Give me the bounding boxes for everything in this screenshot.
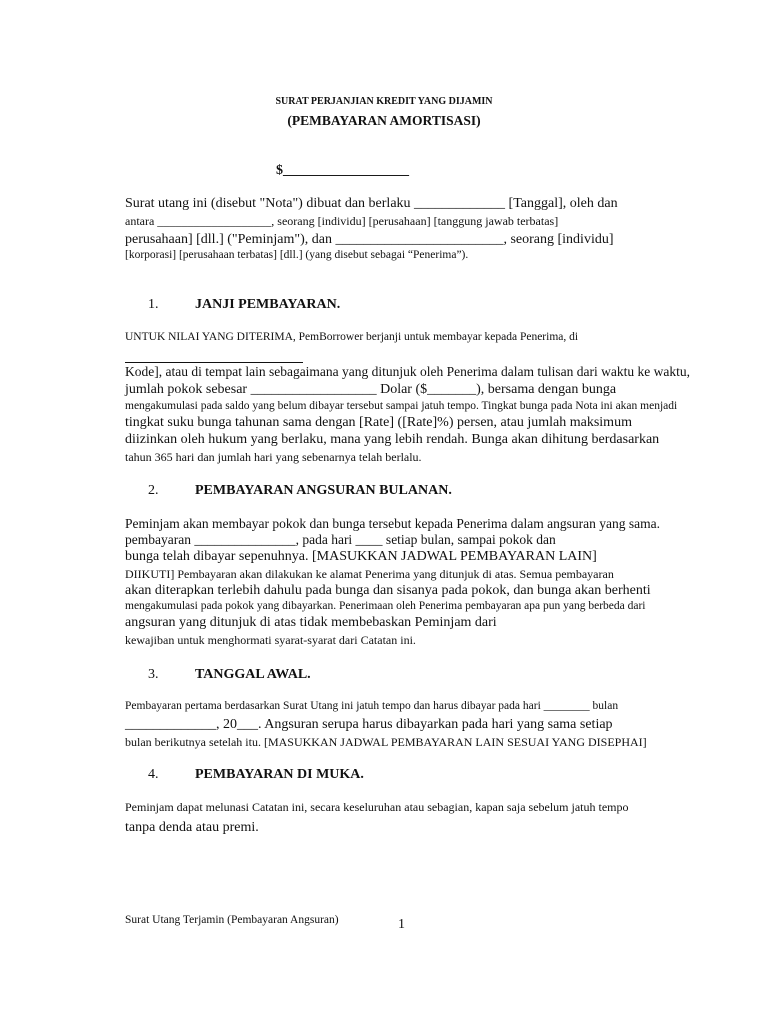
blank-rule: [125, 362, 303, 363]
section-line: pembayaran _______________, pada hari ____ setiap bulan, sampai pokok dan: [125, 532, 556, 547]
section-line: akan diterapkan terlebih dahulu pada bunga dan sisanya pada pokok, dan bunga akan berhenti: [125, 583, 651, 598]
intro-line: antara ___________________, seorang [individu] [perusahaan] [tanggung jawab terbatas]: [125, 214, 559, 228]
footer-text: Surat Utang Terjamin (Pembayaran Angsuran): [125, 914, 339, 926]
section-line: tingkat suku bunga tahunan sama dengan [Rate] ([Rate]%) persen, atau jumlah maksimum: [125, 415, 632, 430]
section-line: bunga telah dibayar sepenuhnya. [MASUKKAN JADWAL PEMBAYARAN LAIN]: [125, 549, 597, 564]
section-line: _____________, 20___. Angsuran serupa harus dibayarkan pada hari yang sama setiap: [125, 717, 613, 732]
section-number: 3.: [148, 667, 159, 682]
section-heading: JANJI PEMBAYARAN.: [195, 297, 341, 312]
section-line: jumlah pokok sebesar __________________ Dolar ($_______), bersama dengan bunga: [125, 382, 617, 397]
intro-line: [korporasi] [perusahaan terbatas] [dll.] (yang disebut sebagai “Penerima”).: [125, 249, 469, 261]
section-heading: PEMBAYARAN ANGSURAN BULANAN.: [195, 483, 452, 498]
section-line: Peminjam akan membayar pokok dan bunga tersebut kepada Penerima dalam angsuran yang sama.: [125, 516, 660, 531]
section-line: diizinkan oleh hukum yang berlaku, mana yang lebih rendah. Bunga akan dihitung berdasarkan: [125, 432, 660, 447]
document-title: SURAT PERJANJIAN KREDIT YANG DIJAMIN: [275, 96, 493, 107]
section-heading: PEMBAYARAN DI MUKA.: [195, 767, 364, 782]
intro-line: Surat utang ini (disebut "Nota") dibuat dan berlaku _____________ [Tanggal], oleh dan: [125, 196, 618, 211]
section-number: 1.: [148, 297, 159, 312]
intro-line: perusahaan] [dll.] ("Peminjam"), dan ________________________, seorang [individu]: [125, 232, 614, 247]
section-line: DIIKUTI] Pembayaran akan dilakukan ke alamat Penerima yang ditunjuk di atas. Semua pembayaran: [125, 567, 614, 581]
section-line: angsuran yang ditunjuk di atas tidak membebaskan Peminjam dari: [125, 615, 497, 630]
page-number: 1: [398, 917, 405, 932]
section-line: Peminjam dapat melunasi Catatan ini, secara keseluruhan atau sebagian, kapan saja sebelum jatuh tempo: [125, 800, 629, 814]
section-line: bulan berikutnya setelah itu. [MASUKKAN JADWAL PEMBAYARAN LAIN SESUAI YANG DISEPHAI]: [125, 735, 647, 749]
section-line: mengakumulasi pada pokok yang dibayarkan. Penerimaan oleh Penerima pembayaran apa pun yang berbeda dari: [125, 600, 646, 612]
document-subtitle: (PEMBAYARAN AMORTISASI): [287, 113, 481, 128]
section-number: 4.: [148, 767, 159, 782]
section-line: Pembayaran pertama berdasarkan Surat Utang ini jatuh tempo dan harus dibayar pada hari ________ bulan: [125, 700, 619, 712]
section-line: mengakumulasi pada saldo yang belum dibayar tersebut sampai jatuh tempo. Tingkat bunga pada Nota ini akan menjadi: [125, 400, 678, 412]
section-line: UNTUK NILAI YANG DITERIMA, PemBorrower berjanji untuk membayar kepada Penerima, di: [125, 331, 579, 343]
section-number: 2.: [148, 483, 159, 498]
section-heading: TANGGAL AWAL.: [195, 667, 311, 682]
section-line: kewajiban untuk menghormati syarat-syarat dari Catatan ini.: [125, 633, 416, 647]
section-line: tanpa denda atau premi.: [125, 820, 259, 835]
amount-field: $__________________: [276, 163, 409, 178]
section-line: tahun 365 hari dan jumlah hari yang sebenarnya telah berlalu.: [125, 450, 422, 464]
section-line: Kode], atau di tempat lain sebagaimana yang ditunjuk oleh Penerima dalam tulisan dari waktu ke waktu,: [125, 364, 690, 379]
